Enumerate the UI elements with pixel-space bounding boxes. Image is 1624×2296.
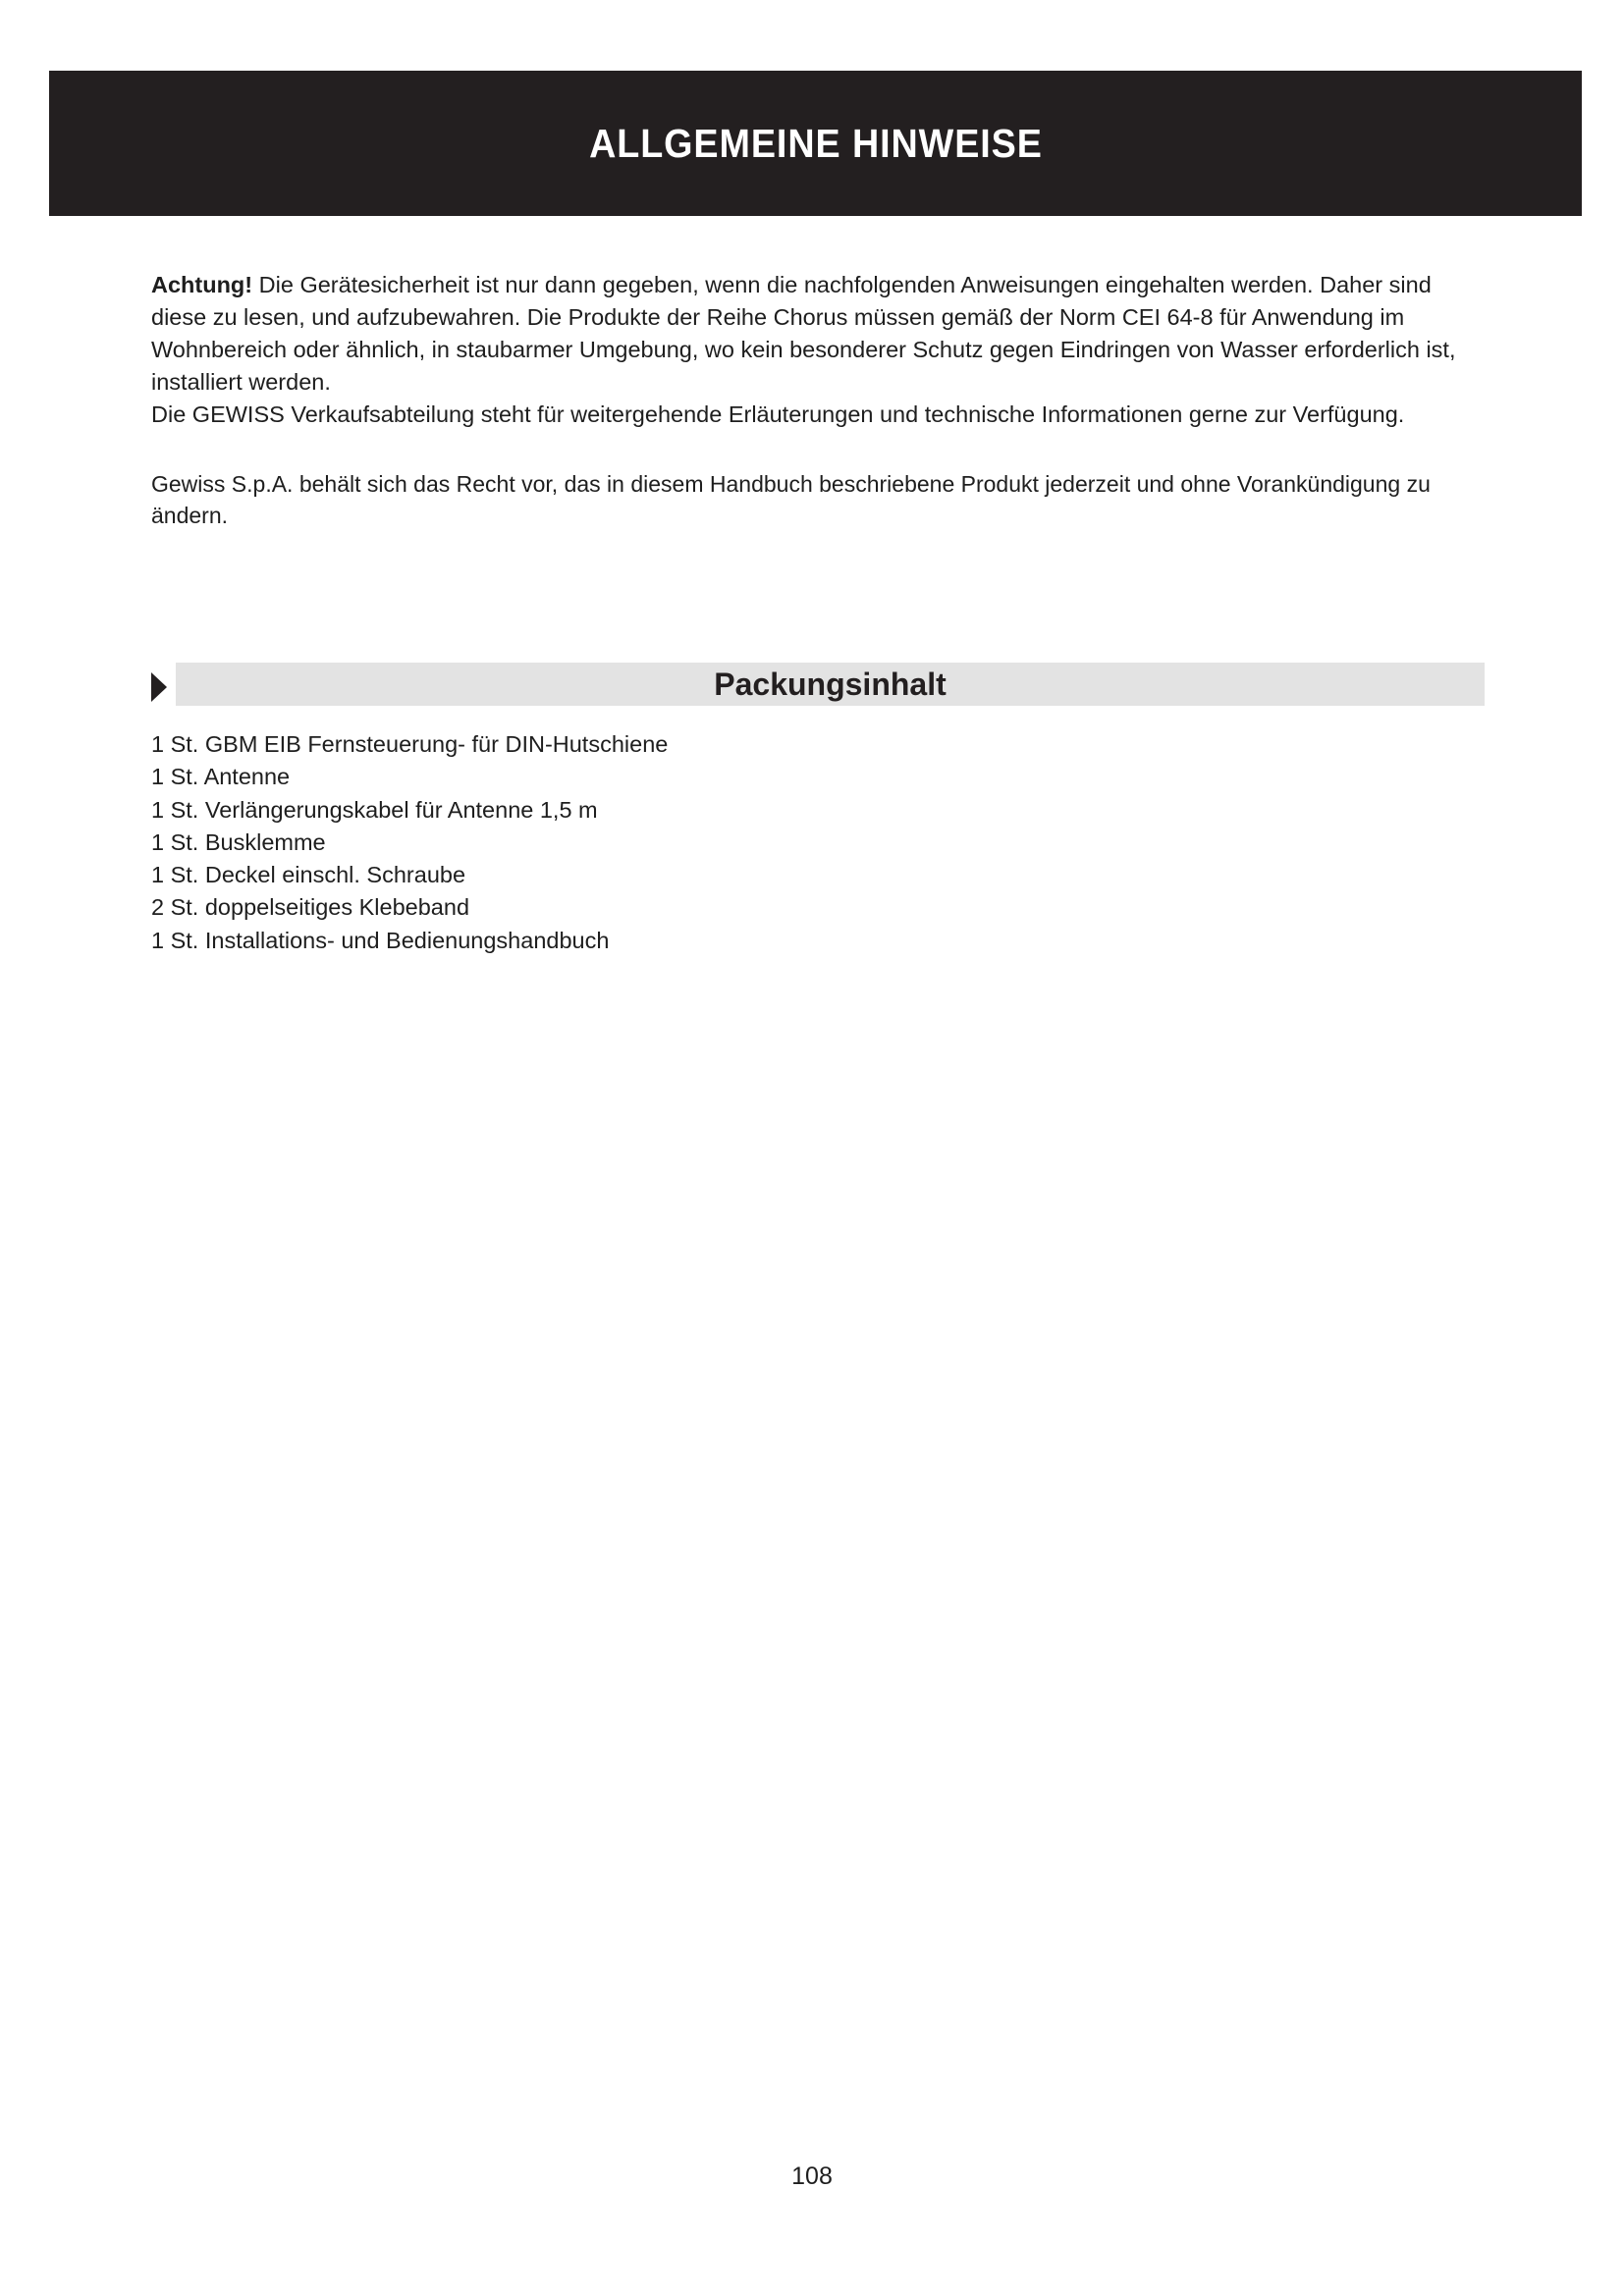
section-band — [176, 663, 1485, 706]
list-item: 1 St. GBM EIB Fernsteuerung- für DIN-Hutschiene — [151, 731, 669, 757]
list-item: 2 St. doppelseitiges Klebeband — [151, 894, 470, 921]
warning-text: Die Gerätesicherheit ist nur dann gegeben, wenn die nachfolgenden Anweisungen eingehalten werden. Daher sind diese zu lesen, und aufzubewahren. Die Produkte der Reihe Chorus müssen gemäß der Norm CEI 64-8 für Anwendung im Wohnbereich oder ähnlich, in staubarmer Umgebung, wo kein besonderer Schutz gegen Eindringen von Wasser erforderlich ist, installiert werden. — [151, 272, 1456, 395]
disclaimer-text: Gewiss S.p.A. behält sich das Recht vor, das in diesem Handbuch beschriebene Produkt jederzeit und ohne Vorankündigung zu ändern. — [151, 471, 1431, 528]
header-banner — [49, 71, 1582, 216]
page-number: 108 — [791, 2163, 833, 2190]
section-header — [149, 663, 1485, 708]
warning-lead: Achtung! — [151, 272, 253, 297]
warning-paragraph — [151, 269, 1487, 399]
warning-notice — [151, 269, 1487, 431]
section-title: Packungsinhalt — [714, 666, 947, 702]
list-item: 1 St. Installations- und Bedienungshandbuch — [151, 927, 610, 953]
sales-contact-text: Die GEWISS Verkaufsabteilung steht für weitergehende Erläuterungen und technische Informationen gerne zur Verfügung. — [151, 401, 1405, 427]
page-title: ALLGEMEINE HINWEISE — [588, 120, 1043, 166]
package-contents-list — [151, 728, 668, 957]
list-item: 1 St. Verlängerungskabel für Antenne 1,5 m — [151, 796, 598, 823]
triangle-arrow-icon — [151, 672, 167, 702]
list-item: 1 St. Deckel einschl. Schraube — [151, 862, 466, 888]
list-item: 1 St. Busklemme — [151, 828, 326, 855]
list-item: 1 St. Antenne — [151, 764, 291, 790]
